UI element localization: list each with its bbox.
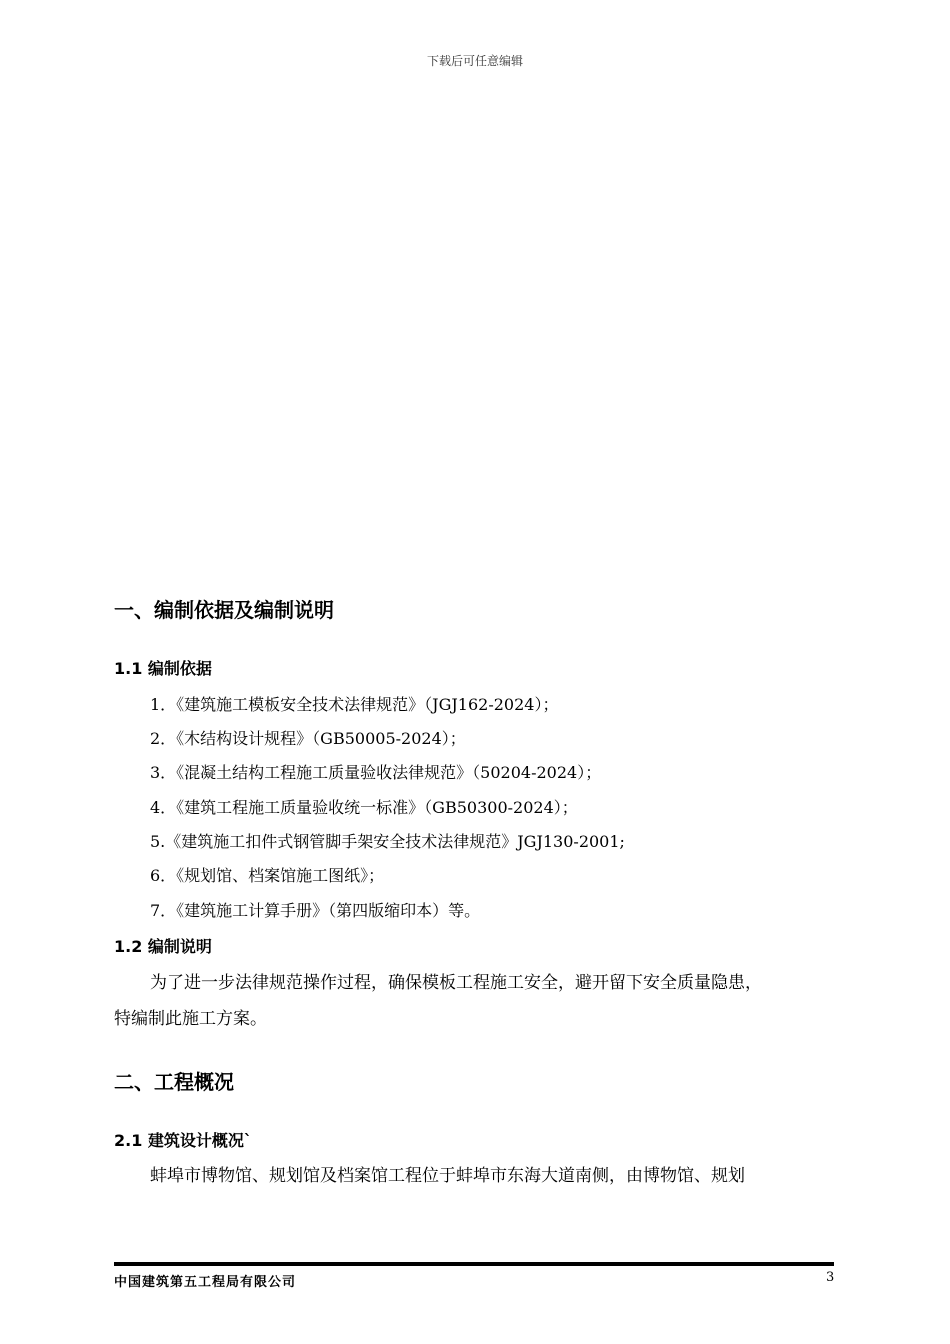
- footer-divider: [114, 1262, 834, 1266]
- basis-item-3: 3．《混凝土结构工程施工质量验收法律规范》（50204-2024）；: [150, 763, 602, 782]
- section-title-1: 一、编制依据及编制说明: [114, 598, 334, 622]
- subsection-title-1-1: 1.1 编制依据: [114, 659, 212, 678]
- header-note: 下载后可任意编辑: [426, 54, 523, 68]
- section-title-2: 二、工程概况: [114, 1070, 234, 1094]
- explanation-paragraph-line-2: 特编制此施工方案。: [114, 1009, 267, 1029]
- design-paragraph-line-1: 蚌埠市博物馆、规划馆及档案馆工程位于蚌埠市东海大道南侧，由博物馆、规划: [150, 1166, 745, 1186]
- footer-company-name: 中国建筑第五工程局有限公司: [114, 1275, 297, 1290]
- page-number: 3: [826, 1270, 835, 1285]
- basis-item-4: 4．《建筑工程施工质量验收统一标准》（GB50300-2024）；: [150, 798, 578, 817]
- subsection-title-1-2: 1.2 编制说明: [114, 937, 212, 956]
- subsection-title-2-1: 2.1 建筑设计概况`: [114, 1131, 252, 1150]
- basis-item-1: 1．《建筑施工模板安全技术法律规范》（JGJ162-2024）；: [150, 695, 559, 714]
- basis-item-7: 7．《建筑施工计算手册》（第四版缩印本）等。: [150, 901, 481, 920]
- basis-item-2: 2．《木结构设计规程》（GB50005-2024）；: [150, 729, 466, 748]
- basis-item-5: 5.《建筑施工扣件式钢管脚手架安全技术法律规范》JGJ130-2001;: [150, 832, 625, 851]
- basis-item-6: 6．《规划馆、档案馆施工图纸》；: [150, 866, 385, 885]
- explanation-paragraph-line-1: 为了进一步法律规范操作过程，确保模板工程施工安全，避开留下安全质量隐患，: [150, 973, 762, 993]
